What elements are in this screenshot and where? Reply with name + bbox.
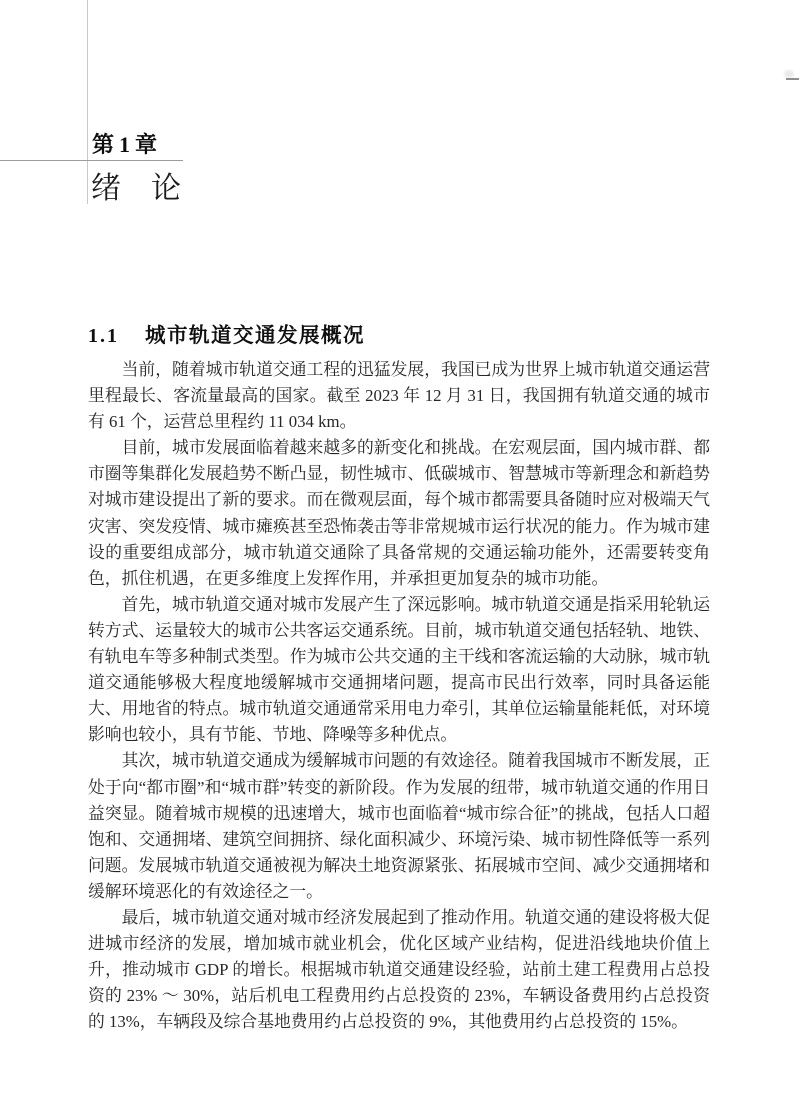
chapter-number: 第1章 [92,132,163,157]
paragraph: 其次，城市轨道交通成为缓解城市问题的有效途径。随着我国城市不断发展，正处于向“都市圈”和“城市群”转变的新阶段。作为发展的纽带，城市轨道交通的作用日益突显。随着城市规模的迅速增大，城市也面临着“城市综合征”的挑战，包括人口超饱和、交通拥堵、建筑空间拥挤、绿化面积减少、环境污染、城市韧性降低等一系列问题。发展城市轨道交通被视为解决土地资源紧张、拓展城市空间、减少交通拥堵和缓解环境恶化的有效途径之一。 [88,751,710,901]
section-heading [88,318,365,348]
paragraph: 目前，城市发展面临着越来越多的新变化和挑战。在宏观层面，国内城市群、都市圈等集群化发展趋势不断凸显，韧性城市、低碳城市、智慧城市等新理念和新趋势对城市建设提出了新的要求。而在微观层面，每个城市都需要具备随时应对极端天气灾害、突发疫情、城市瘫痪甚至恐怖袭击等非常规城市运行状况的能力。作为城市建设的重要组成部分，城市轨道交通除了具备常规的交通运输功能外，还需要转变角色，抓住机遇，在更多维度上发挥作用，并承担更加复杂的城市功能。 [88,438,710,588]
page-edge-smudge [784,70,794,78]
section-number: 1.1 [88,325,119,347]
page-edge-mark [786,78,799,80]
chapter-underline-rule [0,160,183,161]
paragraph: 当前，随着城市轨道交通工程的迅猛发展，我国已成为世界上城市轨道交通运营里程最长、客流量最高的国家。截至 2023 年 12 月 31 日，我国拥有轨道交通的城市有 61 个，运营总里程约 11 034 km。 [88,360,710,432]
paragraph: 首先，城市轨道交通对城市发展产生了深远影响。城市轨道交通是指采用轮轨运转方式、运量较大的城市公共客运交通系统。目前，城市轨道交通包括轻轨、地铁、有轨电车等多种制式类型。作为城市公共交通的主干线和客流运输的大动脉，城市轨道交通能够极大程度地缓解城市交通拥堵问题，提高市民出行效率，同时具备运能大、用地省的特点。城市轨道交通通常采用电力牵引，其单位运输量能耗低，对环境影响也较小，具有节能、节地、降噪等多种优点。 [88,594,710,745]
margin-vertical-rule [87,0,88,204]
paragraph: 最后，城市轨道交通对城市经济发展起到了推动作用。轨道交通的建设将极大促进城市经济的发展，增加城市就业机会，优化区域产业结构，促进沿线地块价值上升，推动城市 GDP 的增长。根据城市轨道交通建设经验，站前土建工程费用占总投资的 23% ～ 30%，站后机电工程费用约占总投资的 23%，车辆设备费用约占总投资的 13%，车辆段及综合基地费用约占总投资的 9%，其他费用约占总投资的 15%。 [88,907,710,1032]
body-text [88,357,710,1035]
section-title: 城市轨道交通发展概况 [145,325,365,347]
chapter-title: 绪 论 [91,172,181,205]
